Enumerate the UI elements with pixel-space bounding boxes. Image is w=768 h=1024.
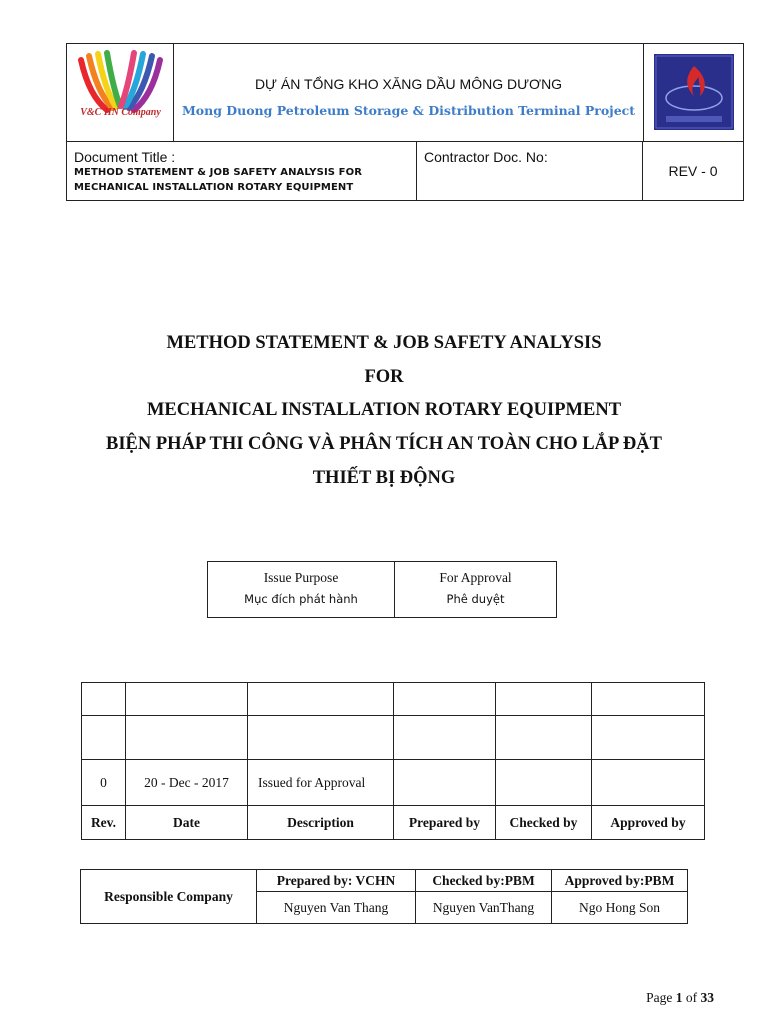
issue-purpose-value-vn: Phê duyệt (446, 592, 505, 606)
client-logo (643, 44, 743, 141)
column-header-date: Date (126, 806, 248, 840)
page-total: 33 (700, 990, 714, 1005)
table-cell (248, 683, 394, 716)
table-cell-rev: 0 (82, 760, 126, 806)
page-current: 1 (675, 990, 683, 1005)
document-title-label: Document Title : (74, 149, 176, 165)
approved-by-header: Approved by:PBM (552, 870, 688, 892)
header-info-row (67, 142, 743, 200)
issue-purpose-value-en: For Approval (439, 570, 512, 585)
table-cell (592, 716, 705, 760)
revision-value: REV - 0 (668, 163, 718, 179)
prepared-by-header: Prepared by: VCHN (257, 870, 416, 892)
company-logo-text: V&C HN Company (80, 107, 161, 118)
document-title-line1: METHOD STATEMENT & JOB SAFETY ANALYSIS FOR (74, 167, 362, 178)
vc-hn-company-logo (67, 44, 174, 141)
table-row (82, 716, 705, 760)
table-header-row (82, 806, 705, 840)
column-header-prepared-by: Prepared by (394, 806, 496, 840)
revision-table (81, 682, 705, 840)
issue-purpose-label-cell (208, 562, 395, 617)
table-row (81, 870, 688, 892)
title-line-1: METHOD STATEMENT & JOB SAFETY ANALYSIS (166, 333, 602, 353)
title-line-2: FOR (364, 367, 404, 387)
table-cell (126, 716, 248, 760)
table-cell (126, 683, 248, 716)
issue-purpose-box (207, 561, 557, 618)
responsible-company-table (80, 869, 688, 924)
table-cell (496, 760, 592, 806)
page-number (646, 990, 714, 1006)
revision-cell (643, 142, 743, 200)
project-title-en: Mong Duong Petroleum Storage & Distribution Terminal Project (181, 103, 636, 118)
rainbow-arcs-logo-icon (67, 44, 174, 141)
document-header (66, 43, 744, 201)
title-line-5-vn: THIẾT BỊ ĐỘNG (312, 468, 456, 488)
column-header-rev: Rev. (82, 806, 126, 840)
issue-purpose-value-cell (395, 562, 556, 617)
page-of: of (682, 990, 701, 1005)
document-title-line2: MECHANICAL INSTALLATION ROTARY EQUIPMENT (74, 182, 354, 193)
approved-by-name: Ngo Hong Son (552, 892, 688, 924)
checked-by-name: Nguyen VanThang (416, 892, 552, 924)
table-cell (592, 760, 705, 806)
table-row (82, 683, 705, 716)
table-cell (394, 716, 496, 760)
checked-by-header: Checked by:PBM (416, 870, 552, 892)
contractor-doc-label: Contractor Doc. No: (424, 149, 548, 165)
title-line-3: MECHANICAL INSTALLATION ROTARY EQUIPMENT (146, 400, 622, 420)
flame-logo-icon (644, 44, 744, 141)
issue-purpose-label-en: Issue Purpose (263, 570, 339, 585)
responsible-company-label: Responsible Company (81, 870, 257, 924)
project-title-vn: DỰ ÁN TỔNG KHO XĂNG DẦU MÔNG DƯƠNG (254, 76, 563, 92)
prepared-by-name: Nguyen Van Thang (257, 892, 416, 924)
table-cell (82, 716, 126, 760)
table-cell (394, 683, 496, 716)
document-title-cell (67, 142, 417, 200)
column-header-approved-by: Approved by (592, 806, 705, 840)
column-header-description: Description (248, 806, 394, 840)
issue-purpose-label-vn: Mục đích phát hành (244, 592, 358, 606)
table-cell-description: Issued for Approval (248, 760, 394, 806)
table-cell-date: 20 - Dec - 2017 (126, 760, 248, 806)
table-cell (82, 683, 126, 716)
header-top-row (67, 44, 743, 142)
table-cell (592, 683, 705, 716)
page-prefix: Page (646, 990, 676, 1005)
table-cell (496, 683, 592, 716)
title-line-4-vn: BIỆN PHÁP THI CÔNG VÀ PHÂN TÍCH AN TOÀN CHO LẮP ĐẶT (106, 434, 662, 454)
column-header-checked-by: Checked by (496, 806, 592, 840)
table-row (82, 760, 705, 806)
table-cell (496, 716, 592, 760)
contractor-doc-cell (417, 142, 643, 200)
table-cell (248, 716, 394, 760)
table-cell (394, 760, 496, 806)
